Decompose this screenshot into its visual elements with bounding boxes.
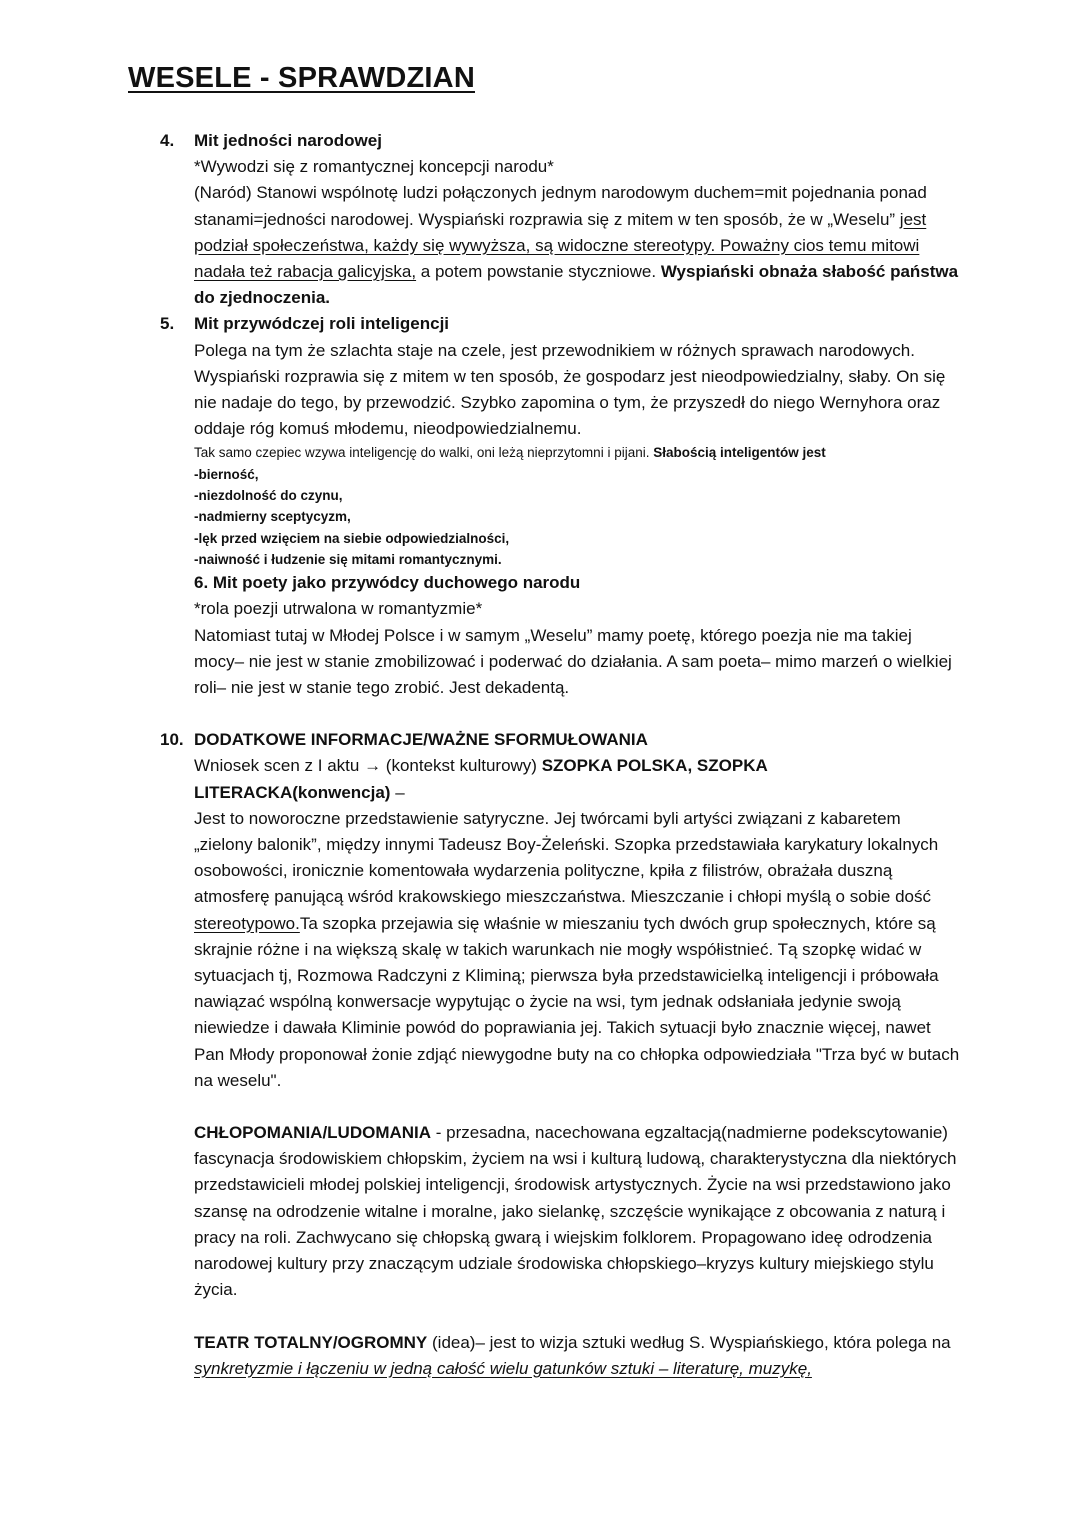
- szopka-term: SZOPKA POLSKA, SZOPKA LITERACKA(konwencja): [194, 756, 768, 802]
- section-4-text: (Naród) Stanowi wspólnotę ludzi połączonych jednym narodowym duchem=mit pojednania ponad stanami=jedności narodowej. Wyspiański rozprawia się z mitem w ten sposób, że w „Weselu”: [194, 183, 927, 229]
- szopka-dash: –: [390, 782, 405, 802]
- list-item: -lęk przed wzięciem na siebie odpowiedzialności,: [194, 530, 510, 546]
- chlopomania-text: - przesadna, nacechowana egzaltacją(nadmierne podekscytowanie) fascynacja środowiskiem chłopskim, życiem na wsi i kulturą ludową, charakterystyczna dla niektórych przedstawicieli młodej polskiej inteligencji, środowisk artystycznych. Życie na wsi przedstawiono jako szansę na odrodzenie witalne i moralne, jako sielankę, szczęście wynikające z obcowania z naturą i pracy na roli. Zachwycano się chłopską gwarą i wiejskim folklorem. Propagowano ideę odrodzenia narodowej kultury przy znaczącym udziale środowiska chłopskiego–kryzys kultury miejskiego stylu życia.: [194, 1123, 957, 1300]
- chlopomania-term: CHŁOPOMANIA/LUDOMANIA: [194, 1123, 432, 1143]
- szopka-intro: Wniosek scen z I aktu: [194, 756, 365, 776]
- section-5-small-text: [194, 442, 964, 570]
- szopka-heading-line: [194, 753, 964, 805]
- section-10: [160, 727, 964, 1382]
- szopka-text: Jest to noworoczne przedstawienie satyryczne. Jej twórcami byli artyści związani z kabaretem „zielony balonik”, między innymi Tadeusz Boy-Żeleński. Szopka przedstawiała karykatury lokalnych osobowości, ironicznie komentowała wydarzenia polityczne, kpiła z filistrów, obrażała duszną atmosferę panującą wśród krakowskiego mieszczaństwa. Mieszczanie i chłopi myślą o sobie dość: [194, 808, 939, 907]
- section-4-underlined: jest podział społeczeństwa, każdy się wywyższa, są widoczne stereotypy. Poważny cios temu mitowi nadała też rabacja galicyjska,: [194, 209, 927, 282]
- szopka-paragraph: [194, 806, 964, 1094]
- spacer: [194, 1094, 964, 1120]
- section-5-small: Tak samo czepiec wzywa inteligencję do walki, oni leżą nieprzytomni i pijani.: [194, 445, 654, 461]
- list-item: -naiwność i łudzenie się mitami romantycznymi.: [194, 551, 502, 567]
- section-4-text-2: a potem powstanie styczniowe.: [416, 262, 661, 282]
- spacer: [194, 701, 964, 727]
- section-4-number: 4.: [160, 131, 175, 150]
- list-item: -nadmierny sceptycyzm,: [194, 509, 351, 525]
- teatr-text: (idea)– jest to wizja sztuki według S. Wyspiańskiego, która polega na: [427, 1332, 951, 1352]
- szopka-context: (kontekst kulturowy): [381, 756, 542, 776]
- section-5-paragraph: Polega na tym że szlachta staje na czele, jest przewodnikiem w różnych sprawach narodowych. Wyspiański rozprawia się z mitem w ten sposób, że gospodarz jest nieodpowiedzialny, słaby. On się nie nadaje do tego, by przewodzić. Szybko zapomina o tym, że przyszedł do niego Wernyhora oraz oddaje róg komuś młodemu, nieodpowiedzialnemu.: [194, 340, 946, 439]
- list-item: -niezdolność do czynu,: [194, 488, 343, 504]
- section-4: [160, 128, 964, 701]
- document-title: WESELE - SPRAWDZIAN: [128, 62, 475, 94]
- list-item: -bierność,: [194, 466, 259, 482]
- szopka-text-2: Ta szopka przejawia się właśnie w mieszaniu tych dwóch grup społecznych, które są skrajnie różne i na większą skalę w takich warunkach nie mogły współistnieć. Tą szopkę widać w sytuacjach tj, Rozmowa Radczyni z Kliminą; pierwsza była przedstawicielką inteligencji i próbowała nawiązać wspólną konwersacje wypytując o życie na wsi, tym jednak odsłaniała jedynie swoją niewiedze i dawała Kliminie powód do poprawiania jej. Takich sytuacji było znacznie więcej, nawet Pan Młody proponował żonie zdjąć niewygodne buty na co chłopka odpowiedziała "Trza być w butach na weselu".: [194, 913, 960, 1090]
- section-6-heading: 6. Mit poety jako przywódcy duchowego narodu: [194, 573, 581, 593]
- section-6-subtitle: *rola poezji utrwalona w romantyzmie*: [194, 599, 483, 619]
- spacer: [194, 1304, 964, 1330]
- section-5-number: 5.: [160, 314, 175, 333]
- teatr-term: TEATR TOTALNY/OGROMNY: [194, 1332, 428, 1352]
- arrow-right-icon: →: [364, 756, 382, 776]
- section-4-bold: Wyspiański obnaża słabość państwa do zjednoczenia.: [194, 262, 959, 308]
- section-10-heading: DODATKOWE INFORMACJE/WAŻNE SFORMUŁOWANIA: [194, 730, 648, 750]
- teatr-paragraph: [194, 1330, 964, 1382]
- section-10-number: 10.: [160, 730, 184, 750]
- section-5-heading: Mit przywódczej roli inteligencji: [194, 314, 450, 334]
- section-5-small-line: [194, 442, 964, 463]
- chlopomania-paragraph: [194, 1120, 964, 1303]
- section-4-paragraph: [194, 180, 964, 311]
- szopka-underlined: stereotypowo.: [194, 913, 300, 933]
- section-6-paragraph: Natomiast tutaj w Młodej Polsce i w samym „Weselu” mamy poetę, którego poezja nie ma takiej mocy– nie jest w stanie zmobilizować i poderwać do działania. A sam poeta– mimo marzeń o wielkiej roli– nie jest w stanie tego zrobić. Jest dekadentą.: [194, 625, 952, 698]
- section-4-heading: Mit jedności narodowej: [194, 131, 382, 150]
- section-5-small-bold: Słabością inteligentów jest: [653, 445, 826, 461]
- section-4-subtitle: *Wywodzi się z romantycznej koncepcji narodu*: [194, 157, 554, 177]
- teatr-underlined: synkretyzmie i łączeniu w jedną całość wielu gatunków sztuki – literaturę, muzykę,: [194, 1358, 812, 1378]
- document-content: [160, 128, 964, 1382]
